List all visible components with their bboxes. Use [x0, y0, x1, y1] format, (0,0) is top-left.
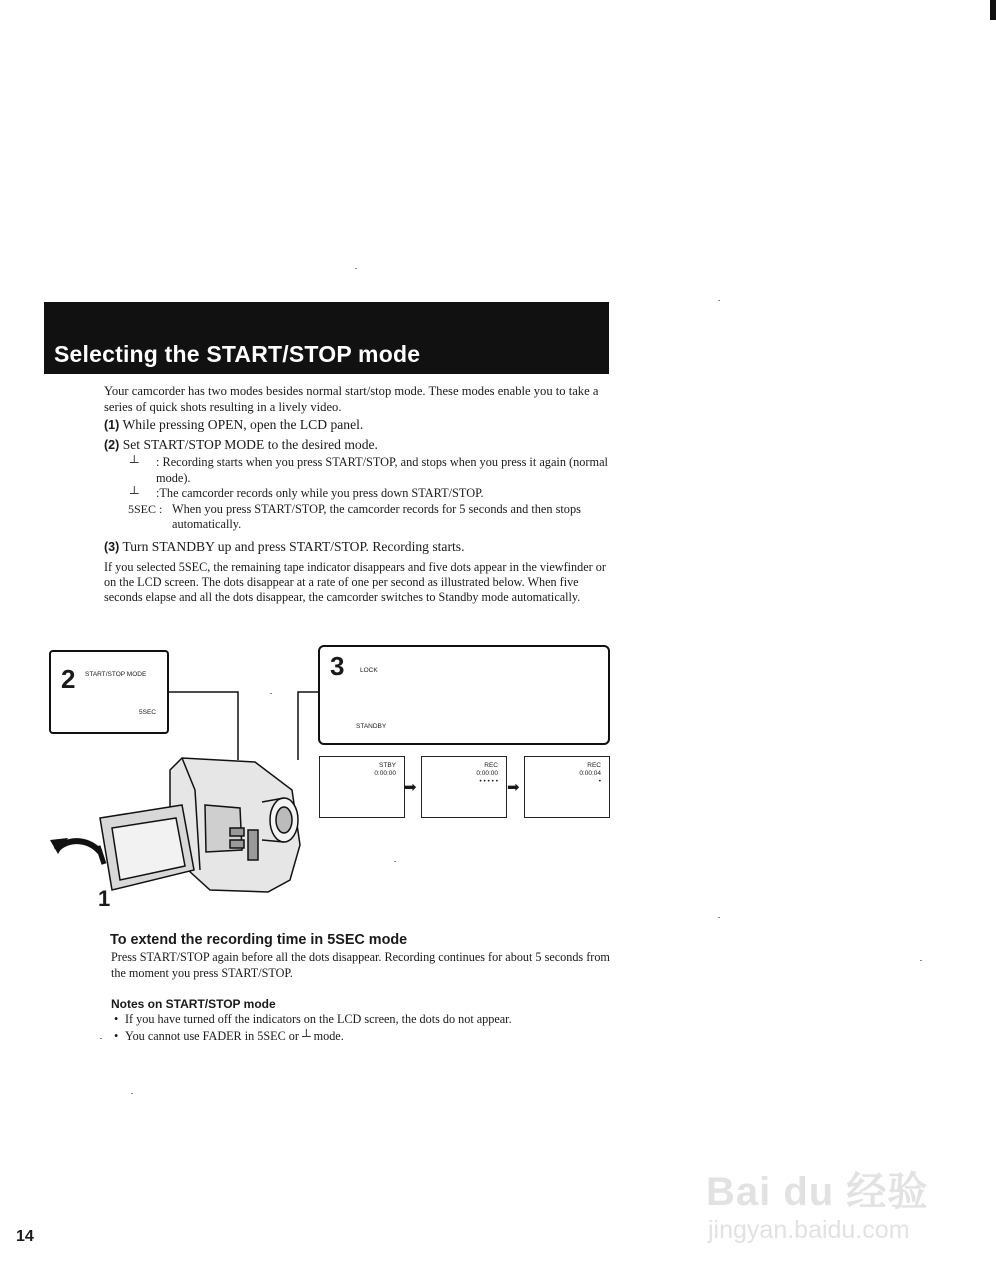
- step-number: (3): [104, 539, 120, 554]
- page-edge-mark: [990, 0, 996, 20]
- step-2-number: 2: [61, 664, 76, 694]
- screen-counter: 0:00:00: [476, 770, 498, 777]
- step-text: Turn STANDBY up and press START/STOP. Recording starts.: [122, 538, 465, 554]
- watermark-logo-text: Bai du 经验: [706, 1170, 929, 1214]
- viewfinder-screen: [319, 756, 405, 818]
- screen-dots: •: [598, 778, 601, 785]
- step-number: (1): [104, 418, 120, 432]
- mode-press: [104, 486, 609, 502]
- screen-counter: 0:00:00: [374, 770, 396, 777]
- note-item: • You cannot use FADER in 5SEC or ┴ mode.: [111, 1028, 621, 1045]
- screen-dots: • • • • •: [479, 778, 498, 785]
- screen-status: STBY: [379, 762, 396, 769]
- step-2: [104, 435, 609, 455]
- scan-speck: [718, 300, 720, 301]
- scan-speck: [920, 960, 922, 961]
- screen-status: REC: [484, 762, 498, 769]
- page-title: Selecting the START/STOP mode: [54, 341, 421, 367]
- extend-paragraph: Press START/STOP again before all the dots disappear. Recording continues for about 5 seconds from the moment you press START/STOP.: [111, 950, 610, 980]
- mode-description: : Recording starts when you press START/STOP, and stops when you press it again (normal mode).: [156, 455, 608, 485]
- mode-description: When you press START/STOP, the camcorder records for 5 seconds and then stops automatically.: [172, 501, 581, 531]
- title-bar: [44, 302, 609, 374]
- step-text: Set START/STOP MODE to the desired mode.: [122, 437, 378, 452]
- step-1: [104, 415, 609, 435]
- notes-list: [111, 1011, 621, 1045]
- scan-speck: [718, 917, 720, 918]
- scan-speck: [394, 861, 396, 862]
- note-item: • If you have turned off the indicators on the LCD screen, the dots do not appear.: [111, 1011, 621, 1028]
- step-2-panel: [49, 650, 169, 734]
- main-text: [104, 384, 609, 605]
- screen-status: REC: [587, 762, 601, 769]
- mode-description: :The camcorder records only while you press down START/STOP.: [156, 486, 484, 500]
- mode-5sec: [104, 502, 609, 533]
- step-number: (2): [104, 438, 120, 452]
- 5sec-label: 5SEC: [139, 709, 156, 716]
- step-3-number: 3: [330, 651, 345, 681]
- screen-counter: 0:00:04: [579, 770, 601, 777]
- 5sec-explanation: If you selected 5SEC, the remaining tape indicator disappears and five dots appear in the viewfinder or on the LCD screen. The dots disappear at a rate of one per second as illustrated below. When five seconds elapse and all the dots disappear, the camcorder switches to Standby mode automatically.: [104, 559, 606, 605]
- scan-speck: [355, 268, 357, 269]
- page-number: 14: [16, 1228, 34, 1245]
- step-text: While pressing OPEN, open the LCD panel.: [122, 417, 364, 432]
- camcorder-illustration: [0, 640, 996, 920]
- watermark-url: jingyan.baidu.com: [708, 1216, 910, 1244]
- viewfinder-screen: [421, 756, 507, 818]
- standby-label: STANDBY: [356, 723, 387, 730]
- notes-heading: Notes on START/STOP mode: [111, 997, 276, 1011]
- scan-speck: [131, 1093, 133, 1094]
- scan-speck: [270, 693, 272, 694]
- start-stop-mode-label: START/STOP MODE: [85, 671, 147, 678]
- step-3-panel: [318, 645, 610, 745]
- intro-paragraph: Your camcorder has two modes besides normal start/stop mode. These modes enable you to take a series of quick shots resulting in a lively video.: [104, 384, 599, 414]
- viewfinder-screen: [524, 756, 610, 818]
- mode-normal: [104, 455, 609, 486]
- scan-speck: [100, 1038, 102, 1039]
- step-3: [104, 537, 609, 557]
- step-1-number: 1: [98, 886, 111, 911]
- normal-mode-symbol: ┴: [130, 455, 139, 469]
- extend-heading: To extend the recording time in 5SEC mode: [110, 932, 408, 948]
- mode-5sec-label: 5SEC :: [128, 501, 163, 516]
- lock-label: LOCK: [360, 667, 378, 674]
- arrow-right-icon: ➡: [404, 778, 417, 796]
- arrow-right-icon: ➡: [507, 778, 520, 796]
- press-mode-symbol: ┴: [130, 486, 139, 500]
